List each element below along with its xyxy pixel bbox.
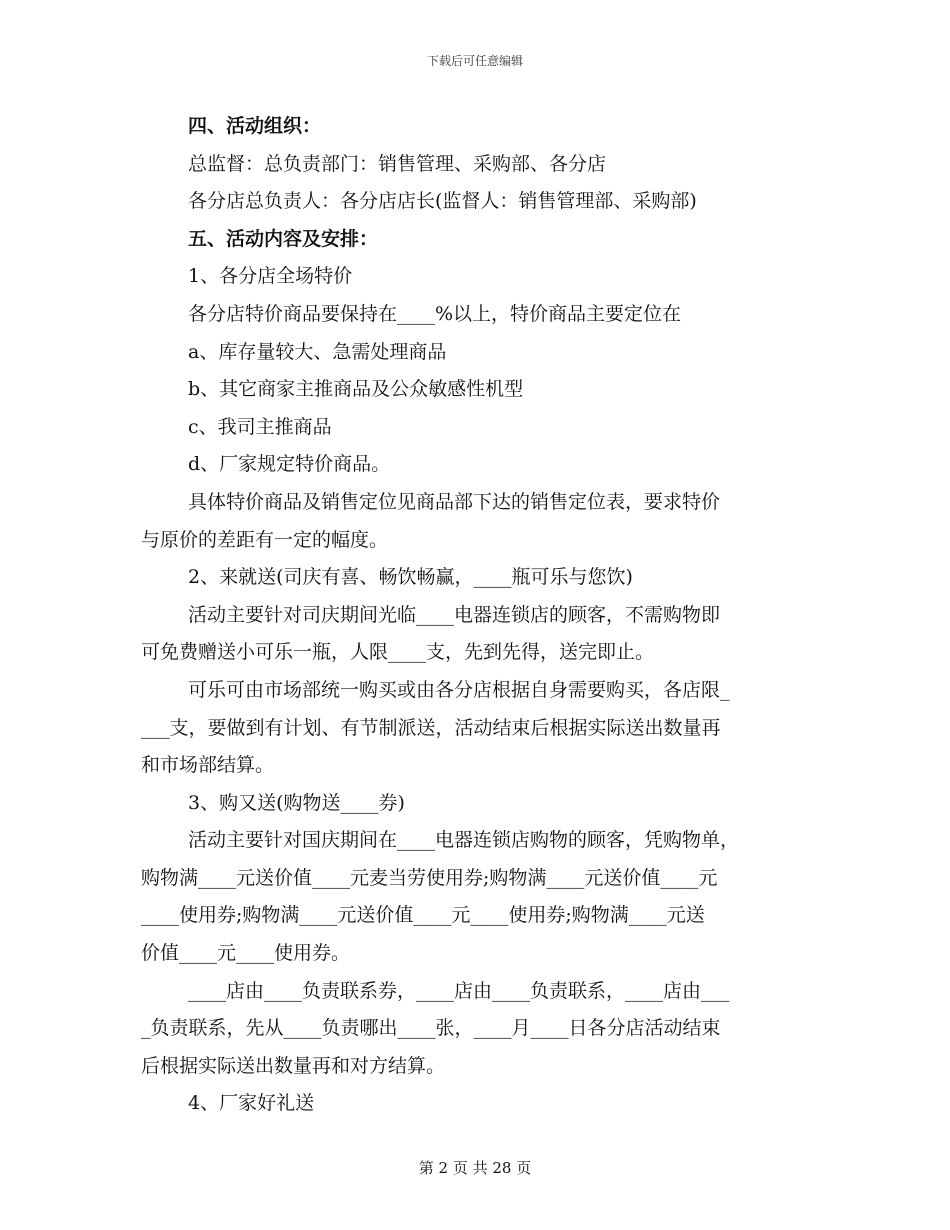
paragraph-line: 价值____元____使用券。: [141, 942, 351, 965]
paragraph-line: 活动主要针对国庆期间在____电器连锁店购物的顾客，凭购物单，: [188, 829, 740, 852]
paragraph-line: 后根据实际送出数量再和对方结算。: [141, 1054, 446, 1077]
paragraph-line: ____使用券;购物满____元送价值____元____使用券;购物满____元送: [141, 904, 705, 927]
page-header: 下载后可任意编辑: [426, 54, 523, 68]
paragraph-line: ___支，要做到有计划、有节制派送，活动结束后根据实际送出数量再: [141, 716, 721, 739]
document-body: [141, 108, 811, 1123]
heading-activity-organization: 四、活动组织：: [188, 115, 322, 137]
list-item: d、厂家规定特价商品。: [188, 453, 391, 476]
paragraph-line: 和市场部结算。: [141, 754, 275, 777]
list-item: a、库存量较大、急需处理商品: [188, 340, 447, 363]
paragraph-line: 具体特价商品及销售定位见商品部下达的销售定位表，要求特价: [188, 490, 721, 513]
subheading-come-and-get: 2、来就送(司庆有喜、畅饮畅赢，____瓶可乐与您饮): [188, 566, 633, 589]
paragraph-line: 各分店总负责人：各分店店长(监督人：销售管理部、采购部): [188, 190, 697, 213]
heading-activity-content: 五、活动内容及安排：: [188, 227, 379, 250]
subheading-store-specials: 1、各分店全场特价: [188, 265, 353, 288]
subheading-manufacturer-gifts: 4、厂家好礼送: [188, 1092, 315, 1115]
paragraph-line: _负责联系，先从____负责哪出____张，____月____日各分店活动结束: [141, 1017, 721, 1040]
paragraph-line: 与原价的差距有一定的幅度。: [141, 528, 389, 551]
paragraph-line: 总监督：总负责部门：销售管理、采购部、各分店: [188, 152, 607, 175]
list-item: b、其它商家主推商品及公众敏感性机型: [188, 378, 524, 401]
subheading-buy-and-get: 3、购又送(购物送____券): [188, 791, 405, 814]
list-item: c、我司主推商品: [188, 415, 332, 438]
paragraph-line: 活动主要针对司庆期间光临____电器连锁店的顾客，不需购物即: [188, 603, 721, 626]
paragraph-line: ____店由____负责联系券，____店由____负责联系，____店由___: [188, 979, 730, 1002]
paragraph-line: 各分店特价商品要保持在____%以上，特价商品主要定位在: [188, 302, 682, 325]
paragraph-line: 可乐可由市场部统一购买或由各分店根据自身需要购买，各店限_: [188, 678, 730, 701]
paragraph-line: 购物满____元送价值____元麦当劳使用券;购物满____元送价值____元: [141, 866, 718, 889]
paragraph-line: 可免费赠送小可乐一瓶，人限____支，先到先得，送完即止。: [141, 641, 655, 664]
page-number-footer: 第 2 页 共 28 页: [418, 1159, 532, 1177]
